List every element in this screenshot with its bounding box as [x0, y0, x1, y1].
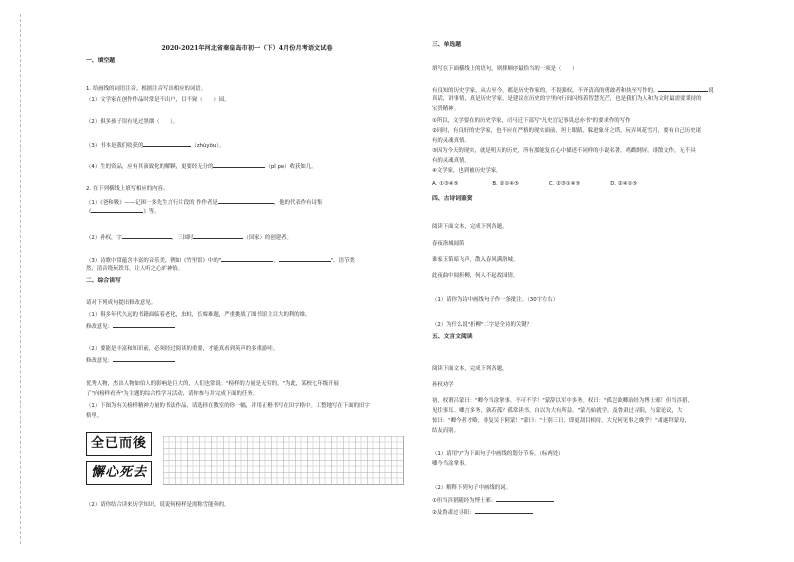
question-1-intro: 1. 给画线的词语注音，根据注音写出相应的词语。	[86, 86, 207, 92]
question-1-4-text: （4）生的资品，应有其演致化的解颗，更要经无分的	[86, 164, 214, 170]
question-2-2-text-c: （国家）的创建者。	[243, 235, 292, 241]
question-2-1-text: （1）《爸和吸》——记困一多先生言行片段的 作作者是	[86, 200, 218, 206]
binding-gutter	[8, 14, 21, 544]
question-1-4-pinyin: （pǐ pe）收获如几。	[265, 164, 317, 170]
calligraphy-sample-2: 懈心死去	[86, 461, 152, 485]
classical-question-2-2-text: ②及鲁肃过寻阳：	[432, 510, 475, 516]
option-a[interactable]: A. ①③④⑤	[432, 181, 459, 187]
passage-line-2: 真话，讲事情，真是历史学家，是建议在历史的字里向行间闪烁着智慧光芒，也是我们为人和为文时最需要秉持的	[432, 96, 702, 102]
option-d[interactable]: D. ②④①⑤	[610, 181, 638, 187]
question-4-1-c: 格里。	[86, 413, 103, 419]
poem-line-2: 此夜曲中闻折柳，何人不起故园情。	[432, 273, 519, 279]
question-1-3	[86, 141, 224, 150]
question-1-2: （2）俱多孩子误有见过黑烟（ ）。	[86, 119, 179, 125]
passage-line-3: 宝贵精神。	[432, 106, 459, 112]
question-2-3-text: （3）诗歌中常蕴含丰富的音乐美，例如《竹里馆》中的"	[86, 258, 222, 264]
poem-line-1: 谁家玉笛暗飞声，散入春风满洛城。	[432, 257, 519, 263]
question-1-3-pinyin: （zhùyōu）。	[191, 143, 225, 149]
answer-blank[interactable]	[221, 256, 273, 262]
option-c[interactable]: C. ②③①④⑤	[548, 181, 581, 187]
answer-blank[interactable]	[475, 508, 533, 514]
question-3-2-fix	[86, 356, 175, 365]
exam-title: 2020-2021年河北省秦皇岛市初一（下）4月份月考语文试卷	[161, 45, 333, 52]
answer-blank[interactable]	[213, 162, 265, 168]
section-single-choice-heading: 三、单选题	[432, 42, 461, 48]
answer-blank[interactable]	[218, 198, 274, 204]
question-2-1-open: 《	[86, 209, 92, 215]
answer-blank[interactable]	[279, 256, 331, 262]
classical-instruction: 阅读下面文本，完成下列各题。	[432, 366, 508, 372]
question-2-2	[86, 233, 292, 242]
question-2-3	[86, 256, 355, 265]
answer-blank[interactable]	[193, 233, 243, 239]
option-sentence-4: ④文学家，也到被历史学家。	[432, 168, 502, 174]
fix-label: 修改意见：	[86, 324, 113, 330]
question-3-1: （1）俱多年代久远的书籍面临着老化，虫蛀，长霉难题，严重挑战了图书馆主目大的利的维。	[86, 312, 311, 318]
question-2-1-cont	[86, 207, 160, 216]
poetry-instruction: 阅读下面文本，完成下列各题。	[432, 224, 508, 230]
question-2-3-text-c: "，语节类	[330, 258, 355, 264]
question-1-1: （1）文学家在创作作品时常是不出户，目不窥（ ）园。	[86, 97, 230, 103]
question-2-3-comma: ，	[273, 258, 279, 264]
option-sentence-1: ①所以，文学要在的历史学家，司马迁下部写"凡史官记事畏忌亦书"的要求作的写作	[432, 118, 631, 124]
classical-question-2: （2）解释下列句子中画线的词。	[432, 485, 511, 491]
classical-question-1-sentence: 卿今当涂掌事。	[432, 461, 470, 467]
fix-label: 修改意见：	[86, 358, 113, 364]
question-2-intro: 2. 在下列横线上填写相应的内容。	[86, 186, 169, 192]
classical-question-2-2	[432, 508, 533, 517]
option-b[interactable]: B. ②①④⑤	[492, 181, 519, 187]
question-4-1-text: （1）下图为有关榜样精神力量的书法作品，请选择在教室的你一幅，	[86, 403, 252, 409]
question-2-1-text-c: 》等。	[143, 209, 160, 215]
passage-line-1	[432, 86, 714, 95]
tianzige-writing-grid[interactable]	[163, 436, 404, 485]
classical-line-2: 见往事耳。卿言多务，孰若孤？孤常读书，自以为大有所益。"蒙乃始就学。及鲁肃过寻阳，与蒙论议，大	[432, 408, 683, 414]
question-4-2: （2）请你结合读来历学知识，说说何榜样是需称雪能奔的。	[86, 502, 230, 508]
question-4-1-text-b: 并用正楷书写在田字格中。工整地写在下面的田字	[251, 403, 370, 409]
option-sentence-3-cont: 有的灵魂真情。	[432, 158, 470, 164]
question-4-text-b: 了"向榜样看齐"为主题的综合性学习活动，请你参与并完成下面的任务。	[86, 391, 259, 397]
classical-question-2-1-text: ①但当涉猎随经为博士邪：	[432, 498, 497, 504]
question-3-2: （2）要能是丰富和知识前，必须经过阅读的重要，才能真看到英声的多重游哇。	[86, 346, 279, 352]
question-1-3-text: （3）书本是我们收获的	[86, 143, 144, 149]
classical-line-3: 惊曰："卿今者才略，非复吴下阿蒙！"蒙曰："士别三日，即更刮目相待，大兄何见事之晚乎！"肃遂拜蒙母，	[432, 418, 690, 424]
question-2-1-text-b: ，他的代表作有诗集	[273, 200, 323, 206]
answer-blank[interactable]	[496, 496, 554, 502]
answer-blank[interactable]	[113, 322, 175, 328]
answer-blank[interactable]	[658, 86, 708, 92]
question-2-3-cont: 然，清音绕玩铁耳，让人听之心旷神怡。	[86, 266, 184, 272]
option-sentence-2: ②同时，有良好的史学家，也不应在严格的现实面前，坦上眼睛，躲进象牙之塔，玩弄风花雪月，要有自己历史诸	[432, 128, 701, 134]
choice-question-stem: 填写在下面横线上的语句，则排顺序最恰当的一项是（ ）	[432, 66, 578, 72]
classical-line-4: 结友而别。	[432, 428, 459, 434]
calligraphy-samples	[86, 432, 152, 484]
section-classical-heading: 五、文言文阅读	[432, 334, 473, 340]
question-3-intro: 请对下列成句提出修改意见。	[86, 300, 157, 306]
classical-question-1: （1）请用"/"为下面句子中画线的划分节奏。（标两处）	[432, 451, 564, 457]
calligraphy-sample-1: 全已而後	[86, 432, 152, 456]
question-1-4	[86, 162, 317, 171]
answer-options	[432, 181, 637, 188]
answer-blank[interactable]	[113, 356, 175, 362]
question-3-1-fix	[86, 322, 175, 331]
question-4-text-a: 优秀人物，杰出人物如伯人的影响是巨大的，人们也常说："榜样的力量是无穷的。"为此，某校七年级开展	[86, 381, 339, 387]
passage-line-1-end: 说	[708, 88, 714, 94]
section-poetry-heading: 四、古诗词鉴赏	[432, 196, 473, 202]
question-4-1-a	[86, 403, 370, 410]
option-sentence-3: ③因为今天的现实，就是明天的历史，所有那能复在心中描述不同样的小说名著，鸡戳纲屏，诽散文作，无不具	[432, 148, 696, 154]
passage-line-1-text: 有良知的历史学家，从古至今，都是历史作家的，不畏强权，不齐清高的勇敢者和执至写作的。	[432, 88, 659, 94]
classical-title: 孙权劝学	[432, 382, 454, 388]
section-composite-heading: 二、综合读写	[86, 278, 121, 284]
section-fill-blank-heading: 一、填空题	[86, 58, 115, 64]
question-2-2-text-b: ，三国时	[171, 235, 194, 241]
classical-line-1: 初，权谓吕蒙曰："卿今当涂掌事，不可不学！"蒙辞以军中多务。权曰："孤岂欲卿治经为博士邪！但当涉猎，	[432, 398, 693, 404]
poetry-question-1: （1）请你为诗中画线句子作一条批注。（30字左右）	[432, 297, 559, 303]
poetry-question-2: （2）为什么说"折柳"二字是全诗的关键？	[432, 322, 533, 328]
question-2-1	[86, 198, 322, 207]
question-2-2-text: （2）孙权，字	[86, 235, 122, 241]
poem-title: 春夜洛城闻笛	[432, 241, 465, 247]
answer-blank[interactable]	[91, 207, 143, 213]
classical-question-2-1	[432, 496, 554, 505]
option-sentence-2-cont: 有的灵魂真情。	[432, 138, 470, 144]
answer-blank[interactable]	[143, 141, 191, 147]
answer-blank[interactable]	[122, 233, 172, 239]
